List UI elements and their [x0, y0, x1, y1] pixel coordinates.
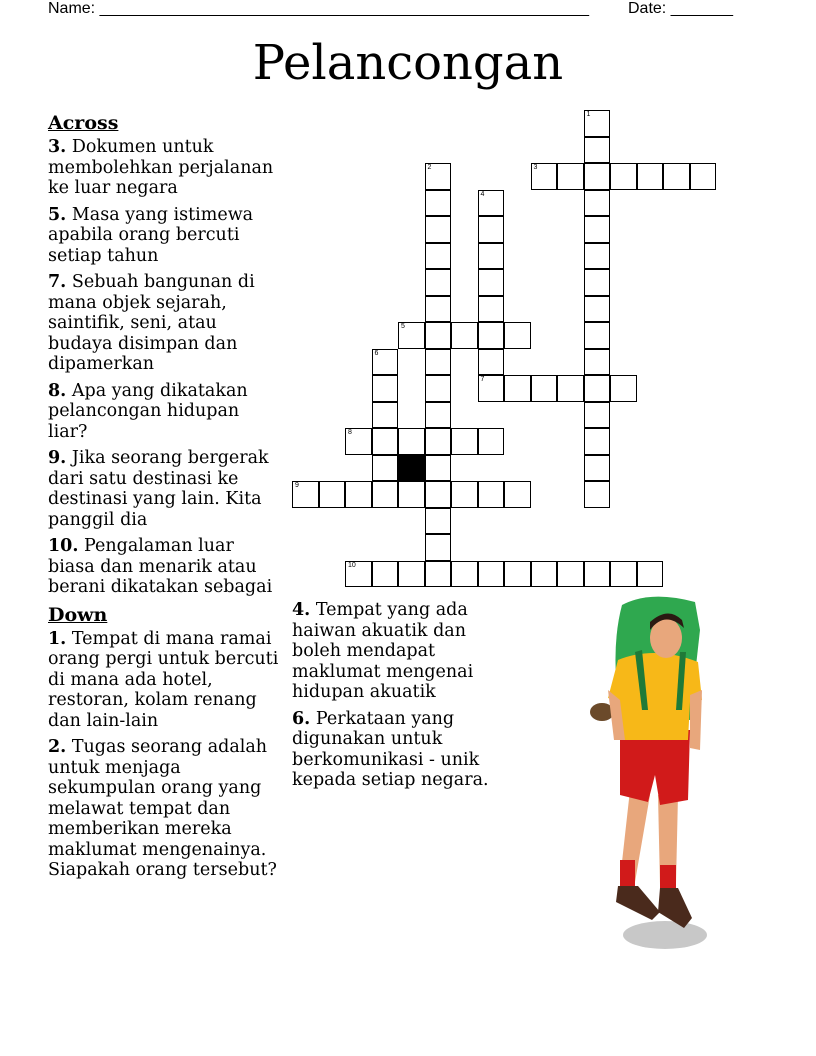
- grid-cell[interactable]: [372, 455, 399, 482]
- grid-cell[interactable]: [345, 481, 372, 508]
- clue-text: Sebuah bangunan di mana objek sejarah, saintifik, seni, atau budaya disimpan dan dipamerkan: [48, 272, 255, 374]
- hiker-illustration: [580, 590, 720, 960]
- grid-cell[interactable]: [584, 428, 611, 455]
- clue-number: 9.: [48, 448, 67, 468]
- grid-clue-number: 1: [586, 111, 591, 118]
- grid-cell[interactable]: [398, 322, 425, 349]
- grid-cell[interactable]: [372, 349, 399, 376]
- grid-cell[interactable]: [584, 402, 611, 429]
- clue-text: Tugas seorang adalah untuk menjaga sekumpulan orang yang melawat tempat dan memberikan mereka maklumat mengenainya. Siapakah orang tersebut?: [48, 737, 277, 880]
- grid-cell[interactable]: [531, 375, 558, 402]
- grid-cell[interactable]: [425, 561, 452, 588]
- clue-across-8: [48, 381, 284, 443]
- grid-cell[interactable]: [610, 375, 637, 402]
- grid-cell[interactable]: [425, 243, 452, 270]
- grid-cell[interactable]: [372, 428, 399, 455]
- clues-left-column: [48, 112, 284, 887]
- grid-cell[interactable]: [504, 561, 531, 588]
- grid-cell[interactable]: [319, 481, 346, 508]
- grid-cell[interactable]: [292, 481, 319, 508]
- grid-cell[interactable]: [584, 137, 611, 164]
- grid-cell[interactable]: [398, 561, 425, 588]
- clue-number: 2.: [48, 737, 67, 757]
- grid-clue-number: 6: [374, 349, 379, 357]
- grid-clue-number: 7: [480, 376, 485, 383]
- grid-cell[interactable]: [584, 322, 611, 349]
- clue-number: 6.: [292, 708, 311, 729]
- grid-cell[interactable]: [372, 481, 399, 508]
- clue-down-6: [292, 709, 492, 791]
- grid-cell[interactable]: [478, 322, 505, 349]
- grid-cell[interactable]: [425, 375, 452, 402]
- grid-cell[interactable]: [584, 296, 611, 323]
- grid-cell[interactable]: [345, 428, 372, 455]
- grid-cell[interactable]: [425, 428, 452, 455]
- clue-text: Tempat yang ada haiwan akuatik dan boleh mendapat maklumat mengenai hidupan akuatik: [292, 600, 474, 702]
- clue-across-3: [48, 137, 284, 199]
- grid-cell[interactable]: [531, 561, 558, 588]
- clues-right-column: [292, 600, 492, 797]
- page-title: Pelancongan: [252, 35, 564, 91]
- grid-cell[interactable]: [504, 481, 531, 508]
- grid-cell[interactable]: [478, 428, 505, 455]
- grid-clue-number: 8: [348, 429, 352, 436]
- grid-cell[interactable]: [584, 481, 611, 508]
- clue-text: Masa yang istimewa apabila orang bercuti setiap tahun: [48, 204, 254, 266]
- clue-text: Tempat di mana ramai orang pergi untuk bercuti di mana ada hotel, restoran, kolam renang dan lain-lain: [48, 628, 279, 731]
- clue-text: Apa yang dikatakan pelancongan hidupan liar?: [48, 380, 248, 442]
- grid-cell[interactable]: [425, 534, 452, 561]
- grid-cell[interactable]: [584, 216, 611, 243]
- grid-cell[interactable]: [557, 375, 584, 402]
- clue-text: Jika seorang bergerak dari satu destinasi ke destinasi yang lain. Kita panggil dia: [48, 448, 269, 530]
- grid-cell[interactable]: [478, 243, 505, 270]
- grid-cell[interactable]: [557, 163, 584, 190]
- grid-cell[interactable]: [425, 402, 452, 429]
- grid-cell[interactable]: [425, 163, 452, 190]
- grid-cell[interactable]: [478, 349, 505, 376]
- grid-cell[interactable]: [425, 508, 452, 535]
- grid-cell[interactable]: [663, 163, 690, 190]
- grid-cell[interactable]: [584, 455, 611, 482]
- clue-number: 1.: [48, 628, 67, 649]
- clue-number: 3.: [48, 137, 67, 157]
- grid-cell[interactable]: [504, 375, 531, 402]
- grid-cell[interactable]: [425, 190, 452, 217]
- grid-cell[interactable]: [372, 561, 399, 588]
- grid-cell[interactable]: [610, 163, 637, 190]
- clue-across-9: [48, 448, 284, 530]
- grid-cell[interactable]: [451, 481, 478, 508]
- grid-cell[interactable]: [584, 243, 611, 270]
- clue-number: 8.: [48, 380, 67, 401]
- grid-block: [398, 455, 425, 482]
- grid-cell[interactable]: [637, 561, 664, 588]
- grid-cell[interactable]: [531, 163, 558, 190]
- clue-across-10: [48, 536, 284, 598]
- grid-cell[interactable]: [584, 375, 611, 402]
- grid-cell[interactable]: [345, 561, 372, 588]
- clue-number: 5.: [48, 204, 67, 225]
- clue-number: 10.: [48, 536, 79, 556]
- clue-down-2: [48, 737, 284, 881]
- grid-cell[interactable]: [690, 163, 717, 190]
- grid-clue-number: 4: [480, 190, 485, 198]
- grid-cell[interactable]: [478, 296, 505, 323]
- name-field[interactable]: Name: _______________________________________________________: [48, 0, 589, 17]
- grid-cell[interactable]: [478, 561, 505, 588]
- grid-cell[interactable]: [478, 216, 505, 243]
- grid-cell[interactable]: [372, 402, 399, 429]
- grid-cell[interactable]: [557, 561, 584, 588]
- grid-clue-number: 10: [348, 561, 356, 569]
- grid-cell[interactable]: [425, 455, 452, 482]
- across-heading: Across: [48, 112, 119, 134]
- grid-cell[interactable]: [478, 190, 505, 217]
- clue-across-5: [48, 205, 284, 267]
- clue-down-4: [292, 600, 492, 703]
- grid-cell[interactable]: [478, 269, 505, 296]
- grid-cell[interactable]: [451, 428, 478, 455]
- grid-cell[interactable]: [478, 375, 505, 402]
- grid-cell[interactable]: [610, 561, 637, 588]
- grid-clue-number: 3: [533, 164, 538, 171]
- grid-cell[interactable]: [584, 269, 611, 296]
- grid-cell[interactable]: [425, 481, 452, 508]
- grid-cell[interactable]: [584, 190, 611, 217]
- grid-clue-number: 5: [401, 323, 405, 330]
- grid-cell[interactable]: [451, 322, 478, 349]
- grid-cell[interactable]: [584, 561, 611, 588]
- grid-cell[interactable]: [425, 349, 452, 376]
- clue-text: Dokumen untuk membolehkan perjalanan ke luar negara: [48, 137, 274, 198]
- clue-number: 7.: [48, 272, 67, 292]
- grid-clue-number: 2: [427, 164, 432, 171]
- clue-text: Perkataan yang digunakan untuk berkomunikasi - unik kepada setiap negara.: [292, 708, 489, 790]
- grid-cell[interactable]: [425, 322, 452, 349]
- grid-cell[interactable]: [584, 349, 611, 376]
- clue-down-1: [48, 629, 284, 732]
- grid-cell[interactable]: [425, 216, 452, 243]
- date-field[interactable]: Date: _______: [628, 0, 733, 17]
- clue-number: 4.: [292, 600, 311, 620]
- clue-across-7: [48, 272, 284, 375]
- down-heading: Down: [48, 603, 108, 626]
- grid-cell[interactable]: [584, 110, 611, 137]
- grid-clue-number: 9: [295, 482, 299, 489]
- grid-cell[interactable]: [637, 163, 664, 190]
- grid-cell[interactable]: [504, 322, 531, 349]
- header: [48, 0, 748, 20]
- grid-cell[interactable]: [584, 163, 611, 190]
- clue-text: Pengalaman luar biasa dan menarik atau berani dikatakan sebagai: [48, 536, 273, 597]
- grid-cell[interactable]: [398, 428, 425, 455]
- grid-cell[interactable]: [425, 269, 452, 296]
- grid-cell[interactable]: [451, 561, 478, 588]
- grid-cell[interactable]: [398, 481, 425, 508]
- grid-cell[interactable]: [478, 481, 505, 508]
- grid-cell[interactable]: [425, 296, 452, 323]
- grid-cell[interactable]: [372, 375, 399, 402]
